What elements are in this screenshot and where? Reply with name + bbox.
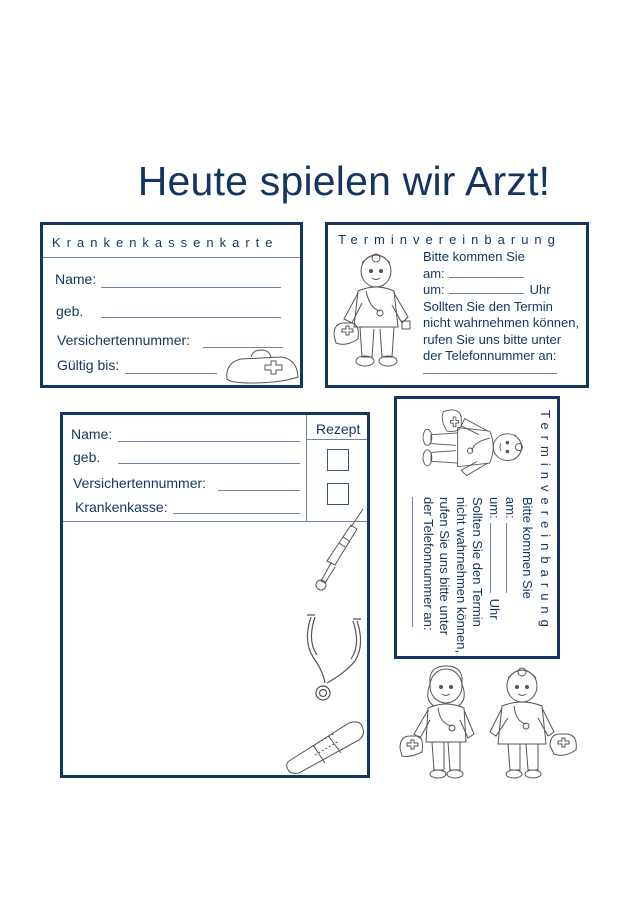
insurance-card-header: Krankenkassenkarte bbox=[52, 235, 279, 250]
doctor-child-illustration bbox=[332, 249, 422, 375]
appointment-card-header: Terminvereinbarung bbox=[338, 232, 561, 247]
appointment-card bbox=[325, 222, 589, 388]
name-field[interactable] bbox=[101, 287, 281, 288]
prescription-card bbox=[60, 412, 370, 778]
insurance-company-label: Krankenkasse: bbox=[75, 499, 168, 515]
phone-field[interactable] bbox=[423, 373, 557, 374]
divider bbox=[43, 257, 300, 258]
insurance-card bbox=[40, 222, 303, 388]
appointment-text: Bitte kommen Sie am: um: Uhr Sollten Sie den Termin nicht wahrnehmen können, rufen Sie uns bitte unter der Telefonnummer an: bbox=[423, 249, 580, 363]
divider bbox=[306, 415, 307, 521]
appointment-card-header: Terminvereinbarung bbox=[538, 410, 553, 633]
two-doctor-children-illustration bbox=[398, 660, 580, 786]
syringe-icon bbox=[307, 507, 367, 597]
birth-label: geb. bbox=[56, 303, 84, 319]
birth-label: geb. bbox=[73, 449, 101, 465]
birth-field[interactable] bbox=[118, 463, 300, 464]
name-label: Name: bbox=[71, 426, 113, 442]
appointment-card-rotated bbox=[394, 396, 560, 659]
prescription-checkbox-2[interactable] bbox=[327, 483, 349, 505]
valid-until-field[interactable] bbox=[125, 373, 217, 374]
valid-until-label: Gültig bis: bbox=[57, 357, 120, 373]
insurance-company-field[interactable] bbox=[173, 513, 300, 514]
rezept-label: Rezept bbox=[316, 421, 361, 437]
birth-field[interactable] bbox=[101, 317, 281, 318]
name-field[interactable] bbox=[118, 441, 300, 442]
stethoscope-icon bbox=[301, 611, 371, 707]
doctor-child-illustration bbox=[411, 408, 531, 488]
rotated-content bbox=[403, 402, 557, 657]
phone-field[interactable] bbox=[412, 497, 413, 627]
appointment-text: Bitte kommen Sie am: um:Uhr Sollten Sie den Termin nicht wahrnehmen können, rufen Sie uns bitte unter der Telefonnummer an: bbox=[421, 497, 535, 654]
name-label: Name: bbox=[55, 271, 97, 287]
doctor-bag-icon bbox=[221, 349, 301, 385]
page-title: Heute spielen wir Arzt! bbox=[137, 158, 551, 204]
insurance-number-label: Versichertennummer: bbox=[73, 475, 207, 491]
prescription-checkbox-1[interactable] bbox=[327, 449, 349, 471]
insurance-number-label: Versichertennummer: bbox=[57, 332, 191, 348]
insurance-number-field[interactable] bbox=[203, 347, 283, 348]
insurance-number-field[interactable] bbox=[218, 490, 300, 491]
bandage-icon bbox=[285, 715, 365, 775]
divider bbox=[306, 439, 367, 440]
